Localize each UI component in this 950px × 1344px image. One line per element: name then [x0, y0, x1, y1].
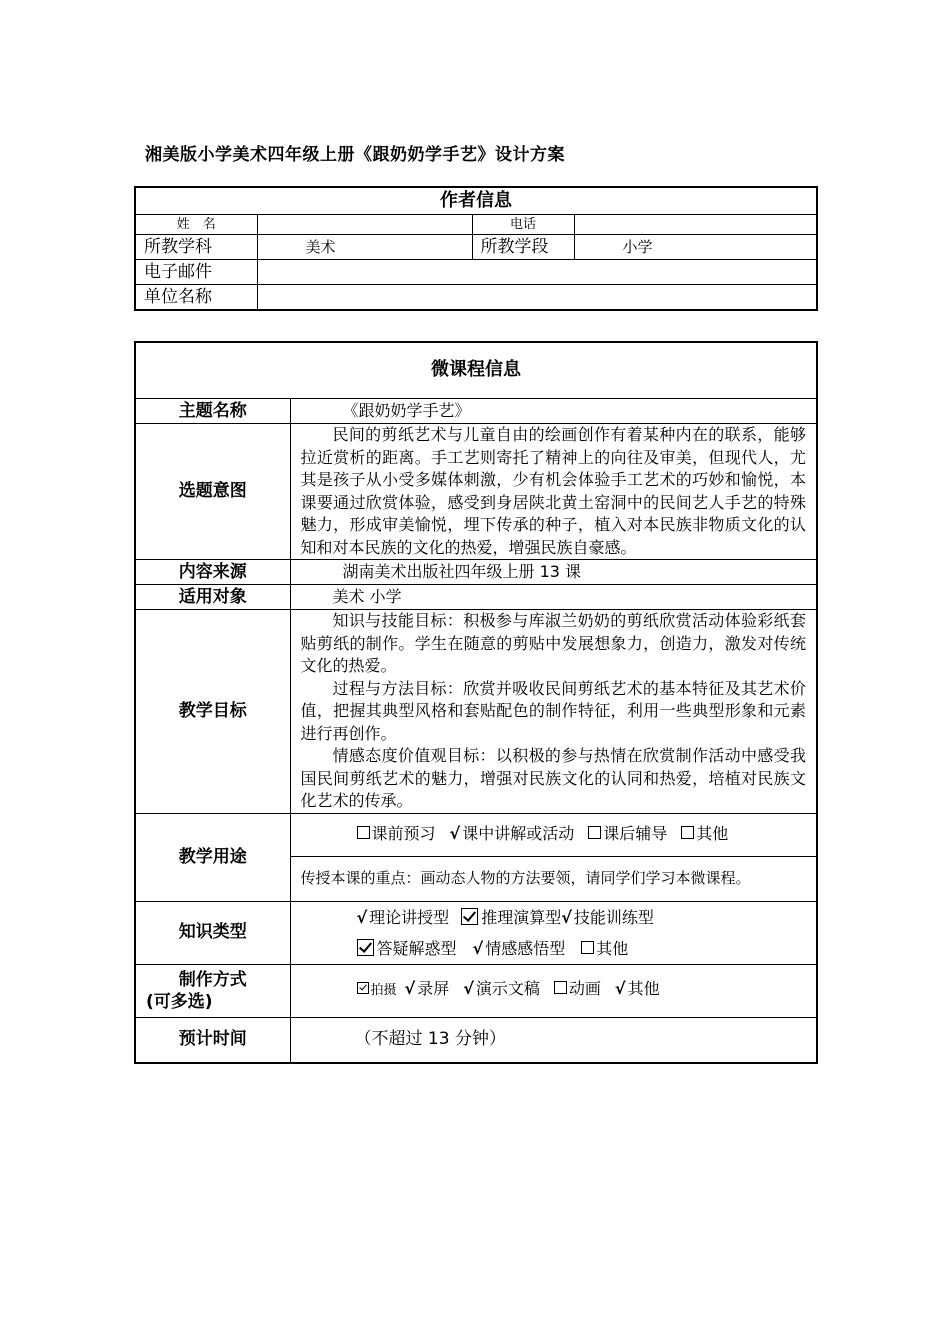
phone-label: 电话 — [472, 215, 574, 235]
knowledge-skill-option[interactable]: √ 技能训练型 — [561, 907, 654, 927]
unit-value — [257, 285, 817, 311]
usage-other-option[interactable]: 其他 — [681, 823, 728, 846]
knowledge-theory-option[interactable]: √ 理论讲授型 — [356, 907, 450, 927]
intent-cell — [290, 424, 817, 560]
audience-value: 美术 小学 — [290, 585, 817, 610]
author-info-header: 作者信息 — [135, 187, 817, 215]
knowledge-other-option[interactable]: 其他 — [581, 933, 628, 964]
author-info-table — [134, 186, 818, 311]
name-label: 姓 名 — [135, 215, 257, 235]
email-label: 电子邮件 — [135, 260, 257, 285]
method-other-option[interactable]: √ 其他 — [614, 979, 660, 999]
goals-label: 教学目标 — [135, 610, 290, 814]
phone-value — [574, 215, 817, 235]
usage-label: 教学用途 — [135, 813, 290, 901]
check-mark-icon: √ — [449, 824, 461, 844]
time-label: 预计时间 — [135, 1017, 290, 1063]
usage-preview-option[interactable]: 课前预习 — [357, 823, 436, 846]
checkbox-unchecked-icon — [681, 826, 694, 839]
checkbox-unchecked-icon — [357, 826, 370, 839]
goal-process: 过程与方法目标：欣赏并吸收民间剪纸艺术的基本特征及其艺术价值，把握其典型风格和套贴配色的制作特征，利用一些典型形象和元素进行再创作。 — [300, 678, 806, 743]
stage-label: 所教学段 — [472, 235, 574, 260]
method-label — [135, 964, 290, 1017]
email-value — [257, 260, 817, 285]
intent-label: 选题意图 — [135, 424, 290, 560]
method-slides-option[interactable]: √ 演示文稿 — [463, 979, 540, 999]
intent-text: 民间的剪纸艺术与儿童自由的绘画创作有着某种内在的联系，能够拉近赏析的距离。手工艺则寄托了精神上的向往及审美，但现代人，尤其是孩子从小受多媒体刺激，少有机会体验手工艺术的巧妙和愉悦，本课要通过欣赏体验，感受到身居陕北黄土窑洞中的民间艺人手艺的特殊魅力，形成审美愉悦，埋下传承的种子，植入对本民族非物质文化的认知和对本民族的文化的热爱，增强民族自豪感。 — [300, 425, 806, 557]
checkbox-checked-icon — [357, 982, 369, 994]
knowledge-reasoning-option[interactable]: 推理演算型 — [461, 902, 561, 933]
method-record-option[interactable]: √ 录屏 — [404, 979, 450, 999]
method-label-line-2: (可多选) — [146, 991, 213, 1012]
checkbox-unchecked-icon — [581, 941, 594, 954]
method-shoot-option[interactable]: 拍摄 — [357, 978, 397, 1003]
subject-value: 美术 — [257, 235, 472, 260]
check-mark-icon: √ — [404, 979, 416, 999]
source-label: 内容来源 — [135, 560, 290, 585]
usage-note: 传授本课的重点：画动态人物的方法要领，请同学们学习本微课程。 — [290, 856, 817, 901]
method-label-line-1: 制作方式 — [178, 969, 247, 990]
goals-cell — [290, 610, 817, 814]
unit-label: 单位名称 — [135, 285, 257, 311]
usage-options — [290, 813, 817, 856]
goal-knowledge: 知识与技能目标：积极参与库淑兰奶奶的剪纸欣赏活动体验彩纸套贴剪纸的制作。学生在随意的剪贴中发展想象力，创造力，激发对传统文化的热爱。 — [300, 611, 806, 675]
topic-value: 《跟奶奶学手艺》 — [290, 399, 817, 424]
check-mark-icon: √ — [463, 979, 474, 999]
check-mark-icon: √ — [614, 979, 626, 999]
goal-emotion: 情感态度价值观目标：以积极的参与热情在欣赏制作活动中感受我国民间剪纸艺术的魅力，增强对民族文化的认同和热爱，培植对民族文化艺术的传承。 — [300, 746, 806, 810]
checkbox-unchecked-icon — [588, 826, 601, 839]
knowledge-label: 知识类型 — [135, 901, 290, 964]
checkbox-unchecked-icon — [554, 981, 567, 994]
knowledge-emotion-option[interactable]: √ 情感感悟型 — [472, 938, 566, 958]
audience-label: 适用对象 — [135, 585, 290, 610]
name-value — [257, 215, 472, 235]
knowledge-options — [290, 901, 817, 964]
check-mark-icon: √ — [561, 907, 572, 927]
usage-after-class-option[interactable]: 课后辅导 — [588, 823, 667, 846]
usage-in-class-option[interactable]: √ 课中讲解或活动 — [449, 824, 575, 844]
time-value: （不超过 13 分钟） — [290, 1017, 817, 1063]
knowledge-row-1 — [357, 902, 807, 933]
checkbox-checked-icon — [461, 908, 478, 925]
course-info-table — [134, 341, 818, 1064]
check-mark-icon: √ — [472, 938, 484, 958]
knowledge-qa-option[interactable]: 答疑解惑型 — [357, 933, 457, 964]
subject-label: 所教学科 — [135, 235, 257, 260]
source-value: 湖南美术出版社四年级上册 13 课 — [290, 560, 817, 585]
document-title: 湘美版小学美术四年级上册《跟奶奶学手艺》设计方案 — [145, 145, 565, 165]
knowledge-row-2 — [357, 933, 807, 964]
topic-label: 主题名称 — [135, 399, 290, 424]
method-options — [290, 964, 817, 1017]
check-mark-icon: √ — [356, 907, 368, 927]
checkbox-checked-icon — [357, 939, 374, 956]
stage-value: 小学 — [574, 235, 817, 260]
method-animation-option[interactable]: 动画 — [554, 978, 601, 1001]
course-info-header: 微课程信息 — [135, 342, 817, 399]
